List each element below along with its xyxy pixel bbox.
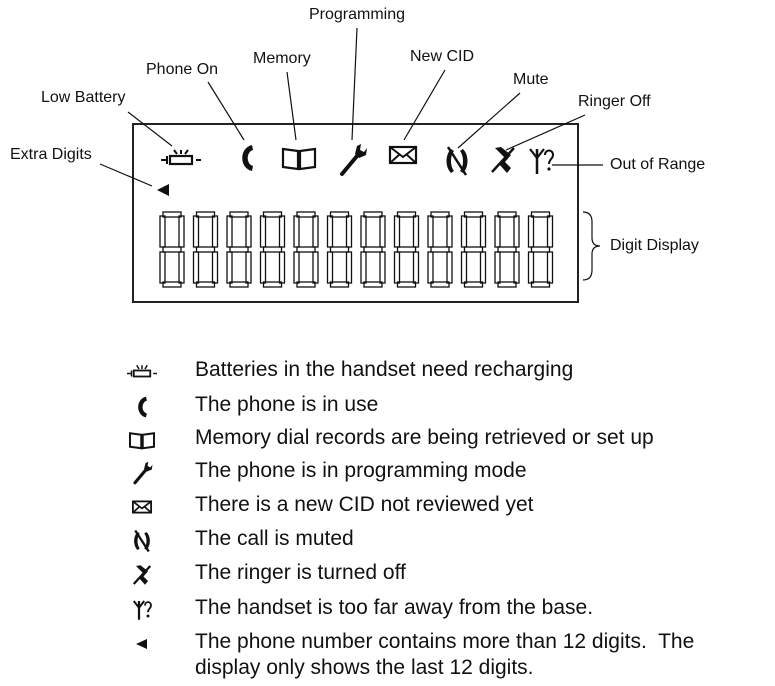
ringer-off-icon	[125, 563, 159, 587]
legend-item	[125, 425, 765, 455]
lcd-digit	[462, 212, 486, 287]
lcd-digit	[395, 212, 419, 287]
lcd-digit	[227, 212, 251, 287]
memory-icon	[283, 149, 315, 169]
legend-text: The handset is too far away from the base.	[195, 596, 594, 619]
callout-line-new-cid	[404, 70, 445, 140]
callout-line-mute	[458, 93, 520, 148]
out-of-range-icon	[125, 598, 159, 622]
legend-item	[125, 526, 765, 556]
low-battery-icon	[161, 150, 201, 164]
legend-item	[125, 629, 765, 683]
legend-item	[125, 595, 765, 625]
lcd-digit	[361, 212, 385, 287]
lcd-digit	[328, 212, 352, 287]
legend-text-line-2: display only shows the last 12 digits.	[195, 656, 534, 679]
programming-icon	[342, 144, 367, 174]
lcd-digit	[428, 212, 452, 287]
legend-item	[125, 560, 765, 590]
callout-low-battery: Low Battery	[41, 89, 126, 106]
callout-ringer-off: Ringer Off	[578, 93, 651, 110]
legend-item	[125, 392, 765, 422]
legend-text: The call is muted	[195, 527, 354, 550]
legend-item	[125, 492, 765, 522]
legend-text: Memory dial records are being retrieved or set up	[195, 426, 654, 449]
callout-phone-on: Phone On	[146, 61, 219, 78]
callout-programming: Programming	[309, 6, 406, 23]
callout-line-extra-digits	[100, 164, 152, 186]
legend-text: The phone is in use	[195, 393, 379, 416]
memory-icon	[125, 428, 159, 452]
callout-extra-digits: Extra Digits	[10, 146, 92, 163]
lcd-digit	[261, 212, 285, 287]
legend-text	[195, 629, 694, 681]
legend-item	[125, 357, 765, 387]
mute-icon	[447, 147, 468, 175]
extra-digits-icon	[125, 632, 159, 656]
digit-display	[160, 212, 553, 287]
ringer-off-icon	[492, 147, 514, 173]
legend-text: Batteries in the handset need recharging	[195, 358, 574, 381]
legend-text-line-1: The phone number contains more than 12 digits. The	[195, 630, 695, 653]
lcd-digit	[529, 212, 553, 287]
lcd-digit	[160, 212, 184, 287]
lcd-digit	[194, 212, 218, 287]
legend-item	[125, 458, 765, 488]
callout-line-phone-on	[208, 82, 244, 140]
lcd-digit	[495, 212, 519, 287]
out-of-range-icon	[530, 149, 553, 174]
callout-line-ringer-off	[506, 115, 585, 150]
mute-icon	[125, 529, 159, 553]
low-battery-icon	[125, 360, 159, 384]
callout-out-of-range: Out of Range	[610, 156, 706, 173]
programming-icon	[125, 461, 159, 485]
callout-line-memory	[287, 72, 296, 140]
callout-memory: Memory	[253, 50, 311, 67]
legend-text: The ringer is turned off	[195, 561, 406, 584]
callout-new-cid: New CID	[410, 48, 475, 65]
new-cid-icon	[390, 147, 416, 163]
callout-line-low-battery	[128, 112, 172, 146]
callout-mute: Mute	[513, 71, 549, 88]
legend-text: There is a new CID not reviewed yet	[195, 493, 534, 516]
extra-digits-icon	[157, 184, 169, 196]
legend-text: The phone is in programming mode	[195, 459, 527, 482]
callout-digit-display: Digit Display	[610, 237, 699, 254]
digit-display-brace	[583, 212, 600, 280]
lcd-digit	[294, 212, 318, 287]
phone-on-icon	[242, 145, 253, 171]
phone-on-icon	[125, 395, 159, 419]
new-cid-icon	[125, 495, 159, 519]
